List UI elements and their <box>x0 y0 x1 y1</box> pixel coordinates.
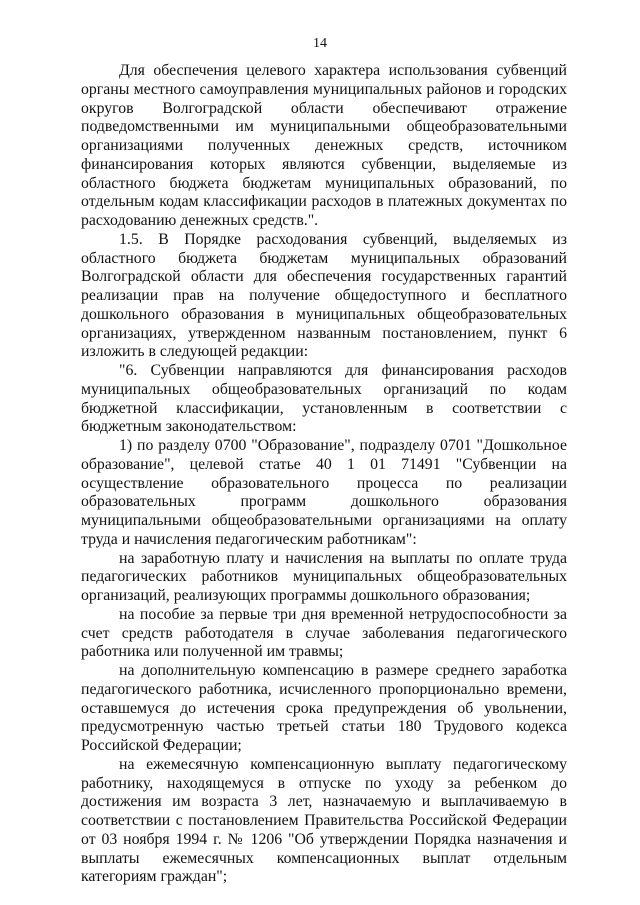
paragraph-monthly-compensation: на ежемесячную компенсационную выплату педагогическому работнику, находящемуся в отпуске по уходу за ребенком до достижения им возраста 3 лет, назначаемую и выплачиваемую в соответствии с постановлением Правительства Российской Федерации от 03 ноября 1994 г. № 1206 "Об утверждении Порядка назначения и выплаты ежемесячных компенсационных выплат отдельным категориям граждан"; <box>81 755 567 886</box>
paragraph-salary: на заработную плату и начисления на выплаты по оплате труда педагогических работников муниципальных общеобразовательных организаций, реализующих программы дошкольного образования; <box>81 549 567 604</box>
paragraph-subvention-targeting: Для обеспечения целевого характера использования субвенций органы местного самоуправления муниципальных районов и городских округов Волгоградской области обеспечивают отражение подведомственными им муниципальными общеобразовательными организациями полученных денежных средств, источником финансирования которых являются субвенции, выделяемые из областного бюджета бюджетам муниципальных образований, по отдельным кодам классификации расходов в платежных документах по расходованию денежных средств.". <box>81 62 567 229</box>
paragraph-6: "6. Субвенции направляются для финансирования расходов муниципальных общеобразовательных организаций по кодам бюджетной классификации, установленным в соответствии с бюджетным законодательством: <box>81 362 567 436</box>
paragraph-item-1: 1) по разделу 0700 "Образование", подразделу 0701 "Дошкольное образование", целевой статье 40 1 01 71491 "Субвенции на осуществление образовательного процесса по реализации образовательных программ дошкольного образования муниципальными общеобразовательными организациями на оплату труда и начисления педагогическим работникам": <box>81 437 567 548</box>
paragraph-1-5: 1.5. В Порядке расходования субвенций, выделяемых из областного бюджета бюджетам муниципальных образований Волгоградской области для обеспечения государственных гарантий реализации прав на получение общедоступного и бесплатного дошкольного образования в муниципальных общеобразовательных организациях, утвержденном названным постановлением, пункт 6 изложить в следующей редакции: <box>81 230 567 361</box>
document-body <box>81 62 567 887</box>
paragraph-sick-benefit: на пособие за первые три дня временной нетрудоспособности за счет средств работодателя в случае заболевания педагогического работника или полученной им травмы; <box>81 605 567 661</box>
paragraph-additional-compensation: на дополнительную компенсацию в размере среднего заработка педагогического работника, исчисленного пропорционально времени, оставшемуся до истечения срока предупреждения об увольнении, предусмотренную частью третьей статьи 180 Трудового кодекса Российской Федерации; <box>81 662 567 754</box>
page-number: 14 <box>313 36 327 51</box>
